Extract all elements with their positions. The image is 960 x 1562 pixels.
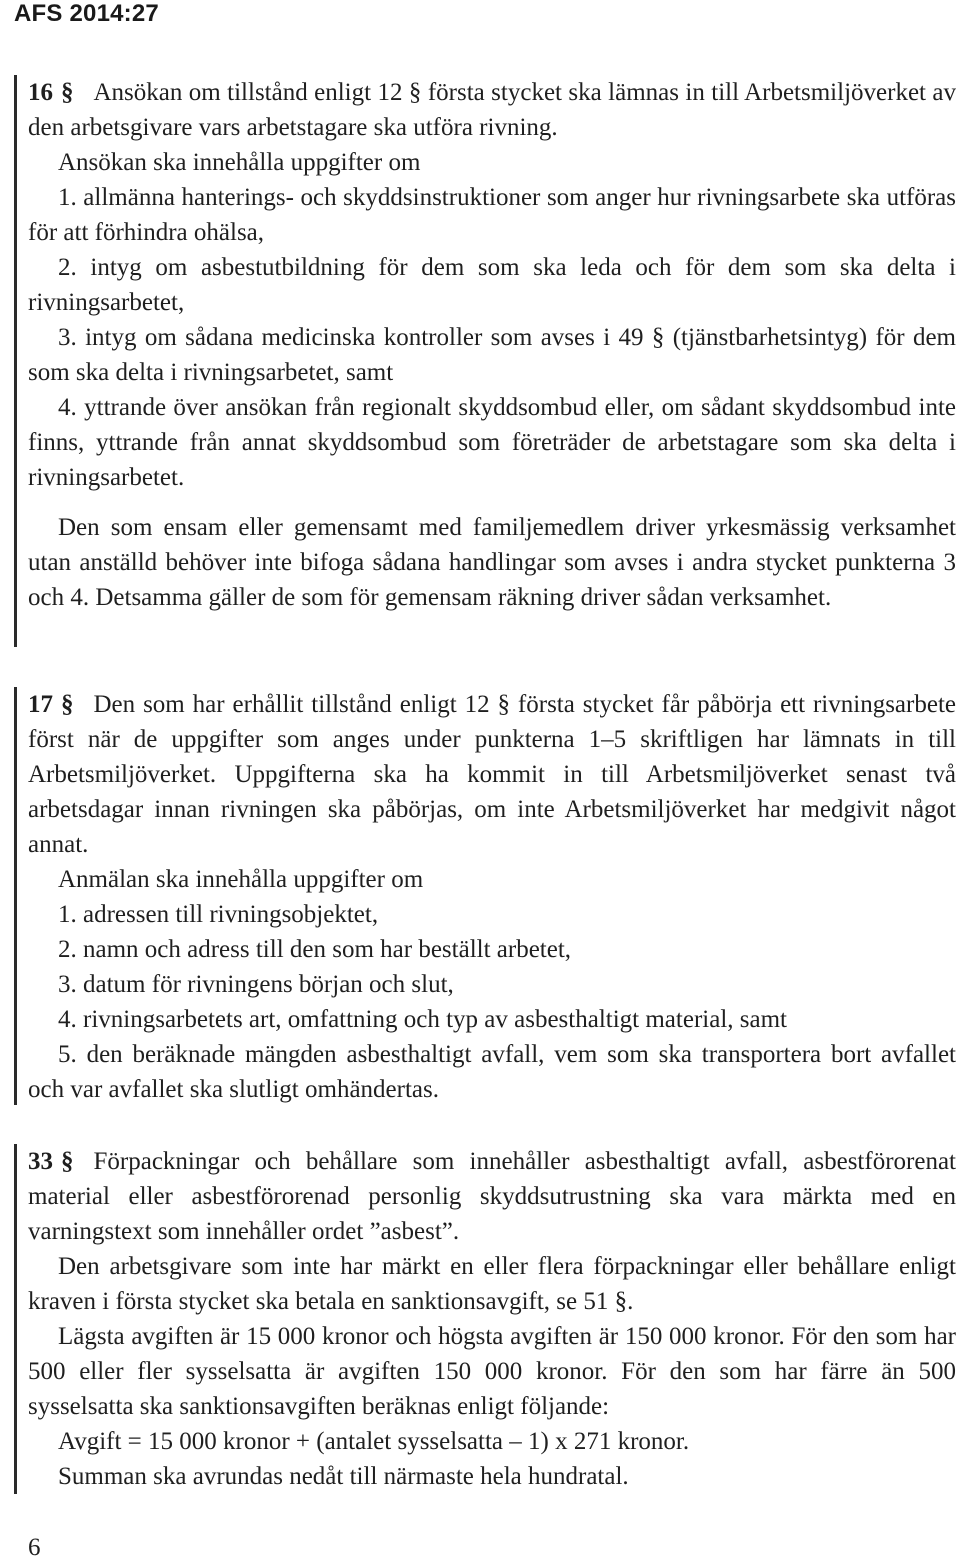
list-item: 2. intyg om asbestutbildning för dem som ska leda och för dem som ska delta i rivningsarbetet, (28, 254, 956, 316)
section-33 (28, 1144, 956, 1494)
section-16-lead (28, 75, 956, 145)
section-17 (28, 687, 956, 1107)
section-33-paragraph: Summan ska avrundas nedåt till närmaste hela hundratal. (58, 1463, 629, 1490)
fee-formula: Avgift = 15 000 kronor + (antalet sysselsatta – 1) x 271 kronor. (58, 1428, 690, 1455)
section-number: 16 (28, 79, 53, 106)
section-number: 17 (28, 691, 53, 718)
list-item: 1. allmänna hanterings- och skyddsinstruktioner som anger hur rivningsarbete ska utföras för att förhindra ohälsa, (28, 184, 956, 246)
section-number: 33 (28, 1148, 53, 1175)
list-item: 5. den beräknade mängden asbesthaltigt avfall, vem som ska transportera bort avfallet och var avfallet ska slutligt omhändertas. (28, 1041, 956, 1103)
list-item: 3. intyg om sådana medicinska kontroller som avses i 49 § (tjänstbarhetsintyg) för dem som ska delta i rivningsarbetet, samt (28, 324, 956, 386)
section-17-lead (28, 687, 956, 862)
section-17-lead-text: Den som har erhållit tillstånd enligt 12 § första stycket får påbörja ett rivningsarbete först när de uppgifter som anges under punkterna 1–5 skriftligen har lämnats in till Arbetsmiljöverket. Uppgifterna ska ha kommit in till Arbetsmiljöverket senast två arbetsdagar innan rivningen ska påbörjas, om inte Arbetsmiljöverket har medgivit något annat. (28, 691, 956, 858)
section-33-lead (28, 1144, 956, 1249)
section-symbol: § (61, 691, 74, 718)
change-bar (14, 1144, 17, 1494)
list-item: 4. yttrande över ansökan från regionalt skyddsombud eller, om sådant skyddsombud inte finns, yttrande från annat skyddsombud som företräder de arbetstagare som ska delta i rivningsarbetet. (28, 394, 956, 491)
list-item: 4. rivningsarbetets art, omfattning och typ av asbesthaltigt material, samt (58, 1006, 787, 1033)
list-item: 2. namn och adress till den som har beställt arbetet, (58, 936, 572, 963)
section-16-lead-text: Ansökan om tillstånd enligt 12 § första stycket ska lämnas in till Arbetsmiljöverket av den arbetsgivare vars arbetstagare ska utföra rivning. (28, 79, 956, 141)
section-symbol: § (61, 1148, 74, 1175)
list-item: 1. adressen till rivningsobjektet, (58, 901, 379, 928)
section-33-paragraph: Lägsta avgiften är 15 000 kronor och högsta avgiften är 150 000 kronor. För den som har 500 eller fler sysselsatta är avgiften 150 000 kronor. För den som har färre än 500 sysselsatta ska sanktionsavgiften beräknas enligt följande: (28, 1323, 956, 1420)
section-16-intro: Ansökan ska innehålla uppgifter om (58, 149, 421, 176)
section-16-note: Den som ensam eller gemensamt med familjemedlem driver yrkesmässig verksamhet utan anställd behöver inte bifoga sådana handlingar som avses i andra stycket punkterna 3 och 4. Detsamma gäller de som för gemensam räkning driver sådan verksamhet. (28, 514, 956, 611)
section-33-paragraph: Den arbetsgivare som inte har märkt en eller flera förpackningar eller behållare enligt kraven i första stycket ska betala en sanktionsavgift, se 51 §. (28, 1253, 956, 1315)
change-bar (14, 687, 17, 1105)
section-17-intro: Anmälan ska innehålla uppgifter om (58, 866, 424, 893)
section-16 (28, 75, 956, 615)
page-number: 6 (28, 1534, 41, 1561)
list-item: 3. datum för rivningens början och slut, (58, 971, 454, 998)
section-symbol: § (61, 79, 74, 106)
document-header: AFS 2014:27 (14, 0, 159, 27)
change-bar (14, 75, 17, 647)
section-33-lead-text: Förpackningar och behållare som innehåller asbesthaltigt avfall, asbestförorenat material eller asbestförorenad personlig skyddsutrustning ska vara märkta med en varningstext som innehåller ordet ”asbest”. (28, 1148, 956, 1245)
